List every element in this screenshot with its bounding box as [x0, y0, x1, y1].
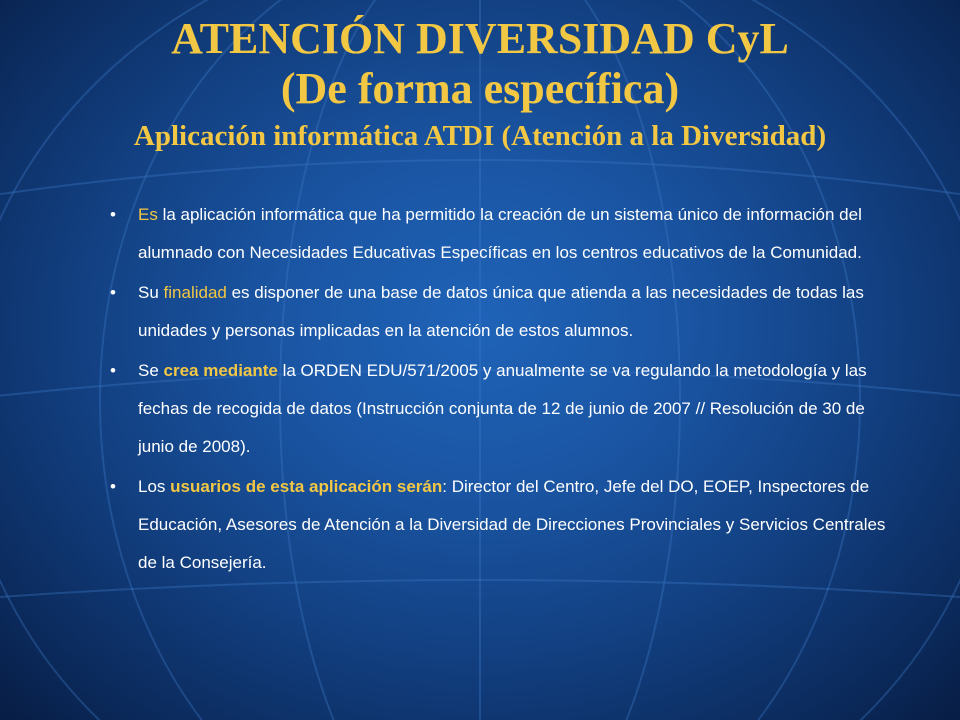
bullet-icon: • [110, 205, 116, 224]
bullet-text: la ORDEN EDU/571/2005 y anualmente se va regulando la metodología y las fechas de recogida de datos (Instrucción conjunta de 12 de junio de 2007 // Resolución de 30 de junio de 2008). [138, 361, 867, 456]
bullet-highlight: finalidad [163, 283, 227, 302]
bullet-icon: • [110, 477, 116, 496]
bullet-text: la aplicación informática que ha permitido la creación de un sistema único de información del alumnado con Necesidades Educativas Específicas en los centros educativos de la Comunidad. [138, 205, 862, 262]
bullet-prefix: Su [138, 283, 164, 302]
bullet-item-goal [110, 274, 900, 350]
bullet-item-creation [110, 352, 900, 466]
slide-title-line-2: (De forma específica) [280, 64, 680, 113]
bullet-icon: • [110, 283, 116, 302]
bullet-prefix: Se [138, 361, 164, 380]
bullet-highlight: usuarios de esta aplicación serán [170, 477, 443, 496]
bullet-item-users [110, 468, 900, 582]
bullet-icon: • [110, 361, 116, 380]
bullet-item-purpose [110, 196, 900, 272]
bullet-highlight: crea mediante [163, 361, 278, 380]
bullet-prefix: Los [138, 477, 171, 496]
bullet-text: : Director del Centro, Jefe del DO, EOEP, Inspectores de Educación, Asesores de Atención a la Diversidad de Direcciones Provinciales y Servicios Centrales de la Consejería. [138, 477, 886, 572]
bullet-highlight: Es [138, 205, 158, 224]
slide-title: ATENCIÓN DIVERSIDAD CyL [171, 14, 789, 63]
slide-subtitle: Aplicación informática ATDI (Atención a la Diversidad) [133, 120, 827, 152]
bullet-list [110, 196, 900, 584]
bullet-text: es disponer de una base de datos única que atienda a las necesidades de todas las unidades y personas implicadas en la atención de estos alumnos. [138, 283, 864, 340]
slide-header [0, 14, 960, 154]
